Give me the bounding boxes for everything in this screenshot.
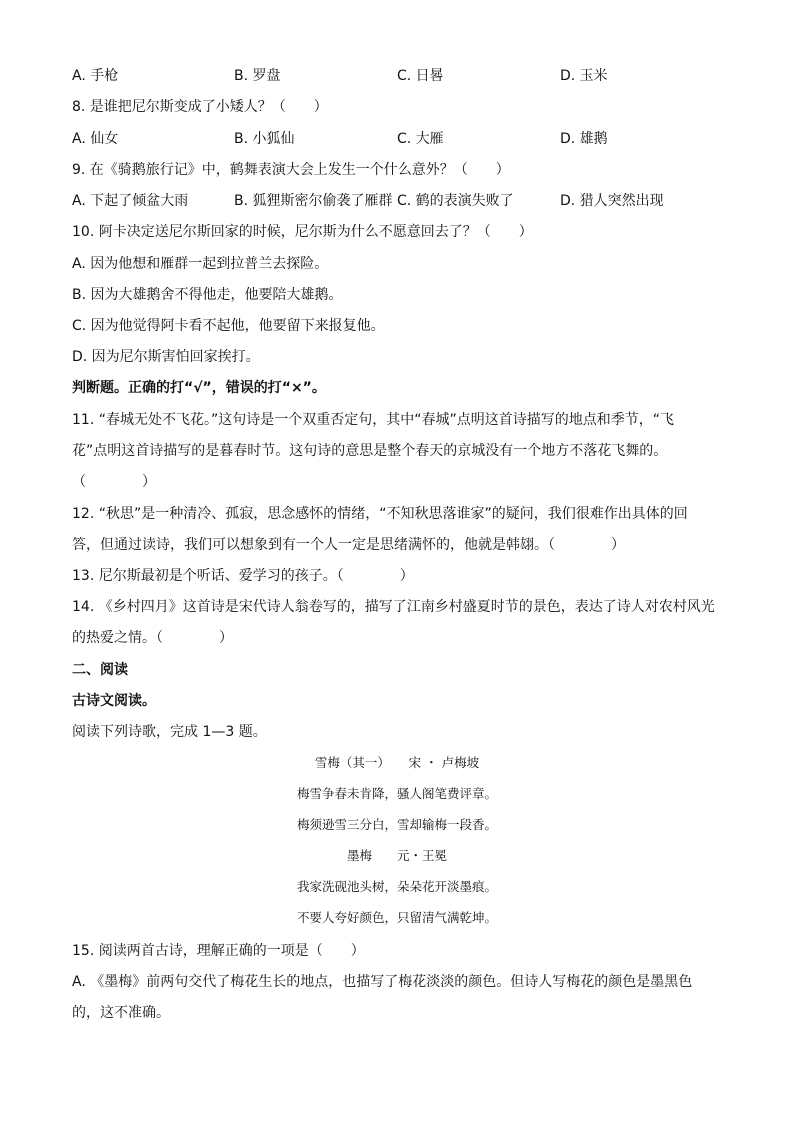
poem2-title: 墨梅 元・王冕 — [346, 848, 447, 863]
q10-option-b: B. 因为大雄鹅舍不得他走，他要陪大雄鹅。 — [72, 287, 343, 303]
q7-option-d: D. 玉米 — [560, 68, 608, 84]
q15-stem: 15. 阅读两首古诗，理解正确的一项是（ ） — [72, 943, 365, 959]
q15-option-a-line1: A. 《墨梅》前两句交代了梅花生长的地点，也描写了梅花淡淡的颜色。但诗人写梅花的颜色是墨黑色 — [72, 974, 693, 990]
poem1-line2: 梅须逊雪三分白，雪却输梅一段香。 — [296, 817, 497, 832]
q11-line1: 11. “春城无处不飞花。”这句诗是一个双重否定句，其中“春城”点明这首诗描写的地点和季节，“飞 — [72, 412, 674, 428]
q10-stem: 10. 阿卡决定送尼尔斯回家的时候，尼尔斯为什么不愿意回去了？（ ） — [72, 224, 533, 240]
q13-line1: 13. 尼尔斯最初是个听话、爱学习的孩子。（ ） — [72, 568, 414, 584]
q9-option-c: C. 鹤的表演失败了 — [397, 193, 514, 209]
q7-option-c: C. 日晷 — [397, 68, 444, 84]
q8-option-d: D. 雄鹅 — [560, 131, 608, 147]
poem2-line2: 不要人夸好颜色，只留清气满乾坤。 — [296, 910, 497, 925]
q8-option-b: B. 小狐仙 — [234, 131, 295, 147]
q9-option-a: A. 下起了倾盆大雨 — [72, 193, 189, 209]
subsection-heading: 古诗文阅读。 — [72, 693, 156, 709]
q15-option-a-line2: 的，这不准确。 — [72, 1005, 170, 1021]
q12-line2: 答，但通过读诗，我们可以想象到有一个人一定是思绪满怀的，他就是韩翃。（ ） — [72, 537, 625, 553]
q14-line2: 的热爱之情。（ ） — [72, 630, 233, 646]
q11-answer-blank: （ ） — [72, 474, 156, 490]
q7-option-a: A. 手枪 — [72, 68, 119, 84]
reading-instruction: 阅读下列诗歌，完成 1—3 题。 — [72, 724, 267, 740]
poem1-line1: 梅雪争春未肯降，骚人阁笔费评章。 — [296, 786, 497, 801]
q8-option-a: A. 仙女 — [72, 131, 119, 147]
q9-stem: 9. 在《骑鹅旅行记》中，鹤舞表演大会上发生一个什么意外？（ ） — [72, 162, 510, 178]
judge-heading: 判断题。正确的打“√”，错误的打“×”。 — [72, 380, 326, 396]
q11-line2: 花”点明这首诗描写的是暮春时节。这句诗的意思是整个春天的京城没有一个地方不落花飞舞的。 — [72, 443, 668, 459]
q14-line1: 14. 《乡村四月》这首诗是宋代诗人翁卷写的，描写了江南乡村盛夏时节的景色，表达了诗人对农村风光 — [72, 599, 715, 615]
q8-option-c: C. 大雁 — [397, 131, 444, 147]
section-heading: 二、阅读 — [72, 662, 128, 678]
q9-option-b: B. 狐狸斯密尔偷袭了雁群 — [234, 193, 393, 209]
q7-option-b: B. 罗盘 — [234, 68, 281, 84]
q10-option-a: A. 因为他想和雁群一起到拉普兰去探险。 — [72, 256, 329, 272]
q10-option-d: D. 因为尼尔斯害怕回家挨打。 — [72, 349, 260, 365]
poem1-title: 雪梅（其一） 宋 ・ 卢梅坡 — [314, 755, 480, 770]
q8-stem: 8. 是谁把尼尔斯变成了小矮人？（ ） — [72, 99, 328, 115]
q12-line1: 12. “秋思”是一种清冷、孤寂，思念感怀的情绪，“不知秋思落谁家”的疑问，我们很难作出具体的回 — [72, 506, 688, 522]
q9-option-d: D. 猎人突然出现 — [560, 193, 664, 209]
poem2-line1: 我家洗砚池头树，朵朵花开淡墨痕。 — [296, 879, 497, 894]
q10-option-c: C. 因为他觉得阿卡看不起他，他要留下来报复他。 — [72, 318, 385, 334]
